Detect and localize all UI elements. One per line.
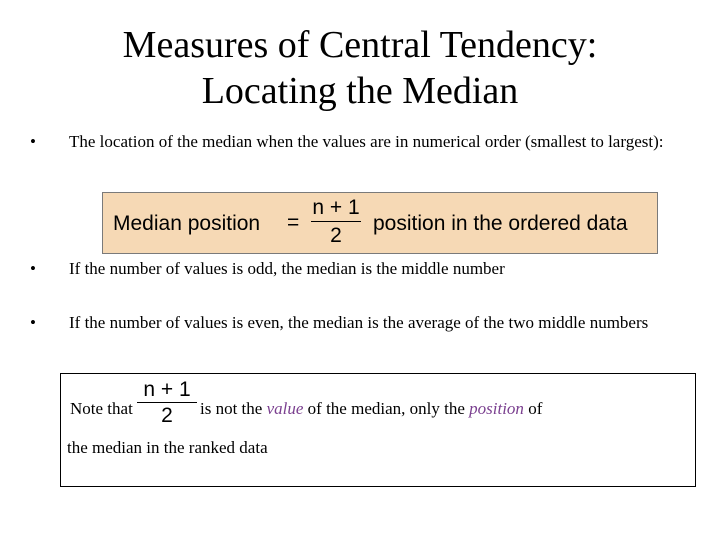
bullet-marker: •: [30, 313, 36, 332]
note-position-word: position: [469, 399, 524, 418]
bullet-marker: •: [30, 259, 36, 278]
title-line-1: Measures of Central Tendency:: [122, 24, 598, 66]
note-text-a: is not the: [200, 399, 263, 418]
bullet-text: If the number of values is odd, the median is the middle number: [69, 259, 505, 278]
equals-sign: =: [287, 211, 300, 234]
slide-title: [0, 22, 720, 114]
formula-label: Median position: [113, 212, 261, 235]
note-prefix: Note that: [70, 399, 133, 418]
fraction-numerator: n + 1: [312, 196, 360, 219]
fraction-numerator: n + 1: [143, 378, 191, 401]
median-position-formula: [102, 192, 658, 254]
note-value-word: value: [266, 399, 304, 418]
note-text-b: of the median, only the: [307, 399, 465, 418]
formula-suffix: position in the ordered data: [373, 212, 628, 235]
note-box: [60, 373, 696, 487]
note-fraction: [137, 378, 197, 427]
bullet-marker: •: [30, 132, 36, 151]
fraction: [311, 195, 361, 248]
note-text: [200, 399, 542, 419]
note-line-2: the median in the ranked data: [67, 438, 268, 457]
bullet-text: If the number of values is even, the median is the average of the two middle numbers: [69, 313, 649, 332]
bullet-text: The location of the median when the values are in numerical order (smallest to largest):: [69, 132, 664, 151]
fraction-denominator: 2: [161, 404, 173, 427]
note-text-c: of: [528, 399, 543, 418]
fraction-denominator: 2: [330, 224, 342, 247]
title-line-2: Locating the Median: [201, 70, 519, 112]
